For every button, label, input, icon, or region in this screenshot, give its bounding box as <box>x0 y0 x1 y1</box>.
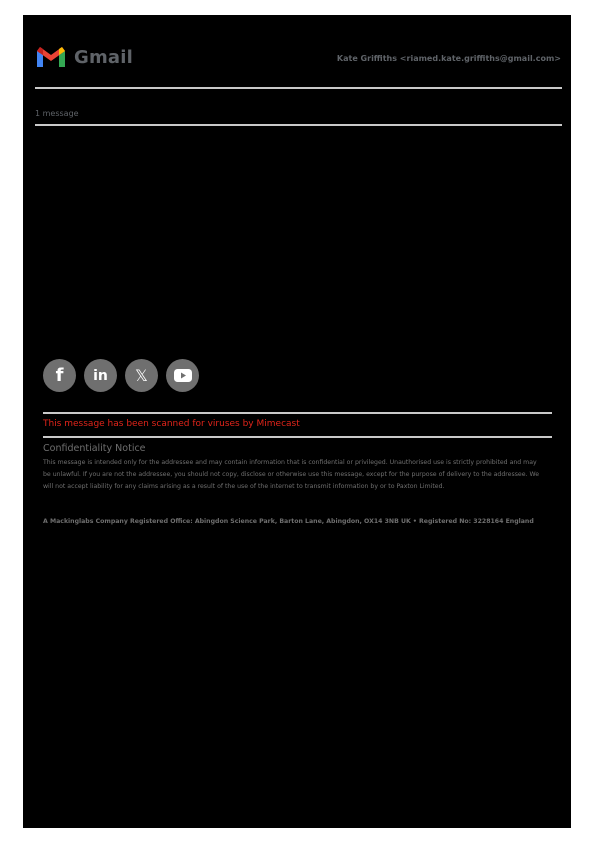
email-print-page <box>23 15 571 828</box>
gmail-logo <box>35 45 133 69</box>
header-divider <box>35 87 562 89</box>
linkedin-icon[interactable]: in <box>84 359 117 392</box>
x-icon[interactable]: 𝕏 <box>125 359 158 392</box>
confidentiality-text: This message is intended only for the addressee and may contain information that is confidential or privileged. Unauthorised use is strictly prohibited and may be unlawful. If you are not the addressee, you should not copy, disclose or otherwise use this message, except for the purpose of delivery to the addressee. We will not accept liability for any claims arising as a result of the use of the internet to transmit information by or to Paxton Limited. <box>43 459 540 490</box>
facebook-icon[interactable]: f <box>43 359 76 392</box>
youtube-icon[interactable] <box>166 359 199 392</box>
virus-scan-notice: This message has been scanned for viruses by Mimecast <box>43 419 300 429</box>
social-links <box>43 359 199 392</box>
gmail-wordmark: Gmail <box>74 46 134 68</box>
print-header <box>23 15 571 87</box>
gmail-m-icon <box>35 45 67 69</box>
confidentiality-heading: Confidentiality Notice <box>43 443 146 454</box>
company-registration: A Mackinglabs Company Registered Office: Abingdon Science Park, Barton Lane, Abingdon, OX14 3NB UK • Registered No: 3228164 England <box>43 518 534 525</box>
thread-divider <box>35 124 562 126</box>
scan-notice-top-divider <box>43 412 552 414</box>
sender-address[interactable]: Kate Griffiths <riamed.kate.griffiths@gmail.com> <box>336 54 561 63</box>
scan-notice-bottom-divider <box>43 436 552 438</box>
message-count: 1 message <box>35 109 79 118</box>
